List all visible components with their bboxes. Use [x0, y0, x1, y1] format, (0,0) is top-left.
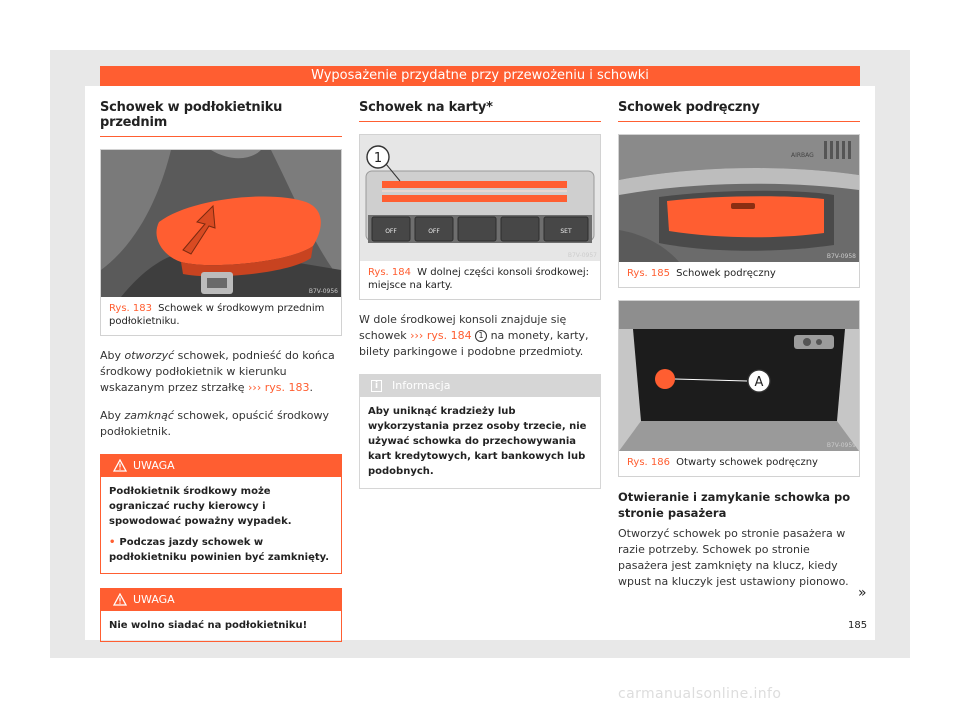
figure-link-arrows[interactable]: ››› [410, 329, 424, 342]
figure-185 [618, 134, 860, 288]
figure-186 [618, 300, 860, 477]
figure-184 [359, 134, 601, 300]
glovebox-closed-illustration [619, 135, 859, 262]
info-header [360, 375, 600, 397]
figure-caption [619, 451, 859, 476]
figure-caption [360, 261, 600, 299]
figure-link[interactable]: rys. 183 [261, 381, 310, 394]
caption-text: Schowek w środkowym przednim podłokietniku. [109, 303, 325, 327]
text-run: Aby [100, 349, 125, 362]
watermark: carmanualsonline.info [618, 686, 782, 702]
console-button-label: OFF [385, 228, 397, 235]
text-run: W dole środkowej konsoli znajduje się schowek [359, 313, 567, 342]
figure-ref[interactable]: Rys. 183 [109, 303, 152, 314]
bullet: • [109, 537, 116, 548]
caption-text: Otwarty schowek podręczny [676, 457, 818, 468]
text-run: na monety, karty, bilety parkingowe i podobne przedmioty. [359, 329, 589, 358]
figure-link-arrows[interactable]: ››› [248, 381, 262, 394]
paragraph-close [100, 408, 342, 440]
column-card-holder [359, 100, 601, 489]
figure-ref[interactable]: Rys. 186 [627, 457, 670, 468]
text-run: schowek, podnieść do końca środkowy podłokietnik w kierunku wskazanym przez strzałkę [100, 349, 335, 394]
section-title-card-holder: Schowek na karty* [359, 100, 601, 122]
figure-ref[interactable]: Rys. 184 [368, 267, 411, 278]
figure-caption [619, 262, 859, 287]
figure-caption [101, 297, 341, 335]
figure-code: B7V-0959 [826, 442, 856, 449]
warning-body: Nie wolno siadać na podłokietniku! [109, 620, 308, 631]
column-glovebox [618, 100, 860, 590]
warning-list-item [109, 535, 333, 565]
chapter-banner: Wyposażenie przydatne przy przewożeniu i schowki [100, 66, 860, 86]
warning-body [101, 477, 341, 573]
section-title-glovebox: Schowek podręczny [618, 100, 860, 122]
console-button-label: OFF [428, 228, 440, 235]
figure-code: B7V-0957 [567, 252, 597, 259]
warning-box-2 [100, 588, 342, 642]
info-box [359, 374, 601, 489]
paragraph-open [100, 348, 342, 396]
warning-title: UWAGA [133, 593, 175, 606]
armrest-illustration [101, 150, 341, 297]
section-title-armrest: Schowek w podłokietniku przednim [100, 100, 342, 137]
info-icon: i [371, 380, 382, 392]
caption-text: Schowek podręczny [676, 268, 776, 279]
warning-title: UWAGA [133, 459, 175, 472]
text-run: schowek, opuścić środkowy podłokietnik. [100, 409, 329, 438]
info-body: Aby uniknąć kradzieży lub wykorzystania przez osoby trzecie, nie używać schowka do przechowywania kart kredytowych, kart bankowych lub podobnych. [368, 406, 587, 477]
warning-box-1 [100, 454, 342, 574]
info-title: Informacja [392, 379, 451, 392]
figure-ref[interactable]: Rys. 185 [627, 268, 670, 279]
figure-code: B7V-0956 [308, 288, 338, 295]
paragraph-card-holder [359, 312, 601, 360]
caption-text: W dolnej części konsoli środkowej: miejsce na karty. [368, 267, 590, 291]
page-number: 185 [848, 620, 868, 631]
text-run: . [309, 381, 313, 394]
figure-marker: A [754, 375, 764, 390]
warning-triangle-icon [113, 459, 127, 472]
warning-triangle-icon [113, 593, 127, 606]
glovebox-open-illustration [619, 301, 859, 451]
continue-arrow: » [858, 585, 867, 601]
warning-header [101, 589, 341, 611]
warning-item-text: Podczas jazdy schowek w podłokietniku powinien być zamknięty. [109, 537, 330, 563]
figure-link[interactable]: rys. 184 [423, 329, 472, 342]
figure-code: B7V-0958 [826, 253, 856, 260]
paragraph-glovebox: Otworzyć schowek po stronie pasażera w razie potrzeby. Schowek po stronie pasażera jest zamknięty na klucz, kiedy wpust na kluczyk jest ustawiony pionowo. [618, 527, 849, 588]
figure-183 [100, 149, 342, 336]
figure-marker: 1 [373, 151, 383, 166]
console-button-label: SET [560, 228, 572, 235]
emphasis: zamknąć [124, 409, 174, 422]
warning-text: Podłokietnik środkowy może ograniczać ruchy kierowcy i spowodować poważny wypadek. [109, 486, 292, 527]
callout-marker: 1 [475, 330, 487, 342]
text-run: Aby [100, 409, 125, 422]
card-holder-illustration [360, 135, 600, 261]
airbag-label: AIRBAG [791, 152, 814, 159]
emphasis: otworzyć [124, 349, 175, 362]
subheading-glovebox: Otwieranie i zamykanie schowka po stronie pasażera [618, 490, 851, 520]
warning-header [101, 455, 341, 477]
column-armrest [100, 100, 342, 642]
